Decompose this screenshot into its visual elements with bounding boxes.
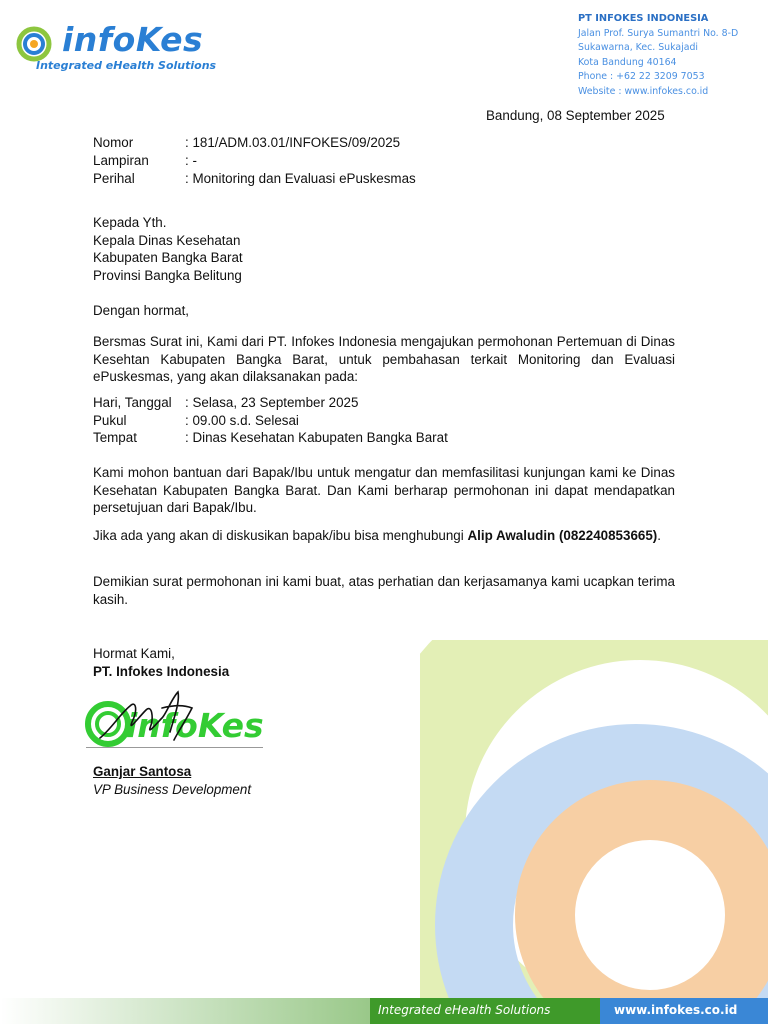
meta-value: : Monitoring dan Evaluasi ePuskesmas [185, 171, 416, 186]
meta-value: : 181/ADM.03.01/INFOKES/09/2025 [185, 135, 401, 150]
meta-label: Nomor [93, 135, 134, 150]
footer-tagline: Integrated eHealth Solutions [378, 1003, 551, 1017]
logo-swirl-icon [14, 24, 54, 64]
intro-paragraph: Bersmas Surat ini, Kami dari PT. Infokes Indonesia mengajukan permohonan Pertemuan di Dinas Kesehtan Kabupaten Bangka Barat, untuk pembahasan terkait Monitoring dan Evaluasi ePuskesmas, yang akan dilaksanakan pada: [93, 334, 675, 385]
request-paragraph: Kami mohon bantuan dari Bapak/Ibu untuk mengatur dan memfasilitasi kunjungan kami ke Dinas Kesehatan Kabupaten Bangka Barat. Dan Kami berharap permohonan ini dapat mendapatkan persetujuan dari Bapak/Ibu. [93, 465, 675, 516]
schedule-row-time [93, 412, 448, 430]
company-info [578, 12, 763, 100]
meta-label: Lampiran [93, 153, 149, 168]
schedule-row-place [93, 429, 448, 447]
footer-website: www.infokes.co.id [614, 1003, 738, 1017]
meta-row-nomor [93, 134, 416, 152]
signer-title: VP Business Development [93, 781, 252, 797]
logo-wordmark: infoKes [62, 20, 204, 59]
schedule-row-date [93, 394, 448, 412]
signer-block [93, 763, 251, 798]
closing-block [93, 645, 229, 680]
contact-paragraph [93, 527, 675, 545]
stamp-wordmark: infoKes [126, 706, 264, 745]
recipient-block [93, 214, 243, 285]
recipient-line: Kepala Dinas Kesehatan [93, 232, 241, 248]
contact-person: Alip Awaludin (082240853665) [467, 528, 658, 543]
schedule-label: Hari, Tanggal [93, 395, 172, 410]
meta-row-perihal [93, 170, 416, 188]
meta-label: Perihal [93, 171, 135, 186]
company-name: PT INFOKES INDONESIA [578, 13, 709, 24]
schedule-value: : Dinas Kesehatan Kabupaten Bangka Barat [185, 430, 448, 446]
contact-suffix: . [657, 528, 661, 543]
letter-meta [93, 134, 416, 188]
company-phone: Phone : +62 22 3209 7053 [578, 71, 705, 83]
footer-bar [0, 998, 768, 1024]
arc-peach-decoration [545, 810, 755, 1020]
meta-row-lampiran [93, 152, 416, 170]
regards-text: Hormat Kami, [93, 646, 175, 661]
schedule-value: : 09.00 s.d. Selesai [185, 412, 299, 428]
recipient-line: Kabupaten Bangka Barat [93, 250, 243, 266]
company-address-line-3: Kota Bandung 40164 [578, 56, 677, 68]
signature-stamp [82, 688, 267, 750]
recipient-line: Provinsi Bangka Belitung [93, 268, 242, 284]
signer-name: Ganjar Santosa [93, 764, 192, 779]
salutation: Dengan hormat, [93, 303, 190, 318]
company-address-line-2: Sukawarna, Kec. Sukajadi [578, 42, 699, 54]
company-signature-name: PT. Infokes Indonesia [93, 663, 230, 679]
letter-date: Bandung, 08 September 2025 [486, 108, 665, 123]
schedule-value: : Selasa, 23 September 2025 [185, 395, 359, 410]
signature-line [86, 747, 263, 748]
schedule-block [93, 394, 448, 447]
company-address-line-1: Jalan Prof. Surya Sumantri No. 8-D [578, 27, 739, 39]
company-website: Website : www.infokes.co.id [578, 85, 709, 97]
recipient-line: Kepada Yth. [93, 215, 167, 230]
company-logo [14, 20, 217, 80]
closing-paragraph: Demikian surat permohonan ini kami buat, atas perhatian dan kerjasamanya kami ucapkan terima kasih. [93, 574, 675, 607]
meta-value: : - [185, 153, 197, 168]
logo-tagline: Integrated eHealth Solutions [36, 59, 217, 72]
contact-prefix: Jika ada yang akan di diskusikan bapak/ibu bisa menghubungi [93, 528, 468, 543]
schedule-label: Pukul [93, 412, 127, 428]
schedule-label: Tempat [93, 430, 137, 446]
